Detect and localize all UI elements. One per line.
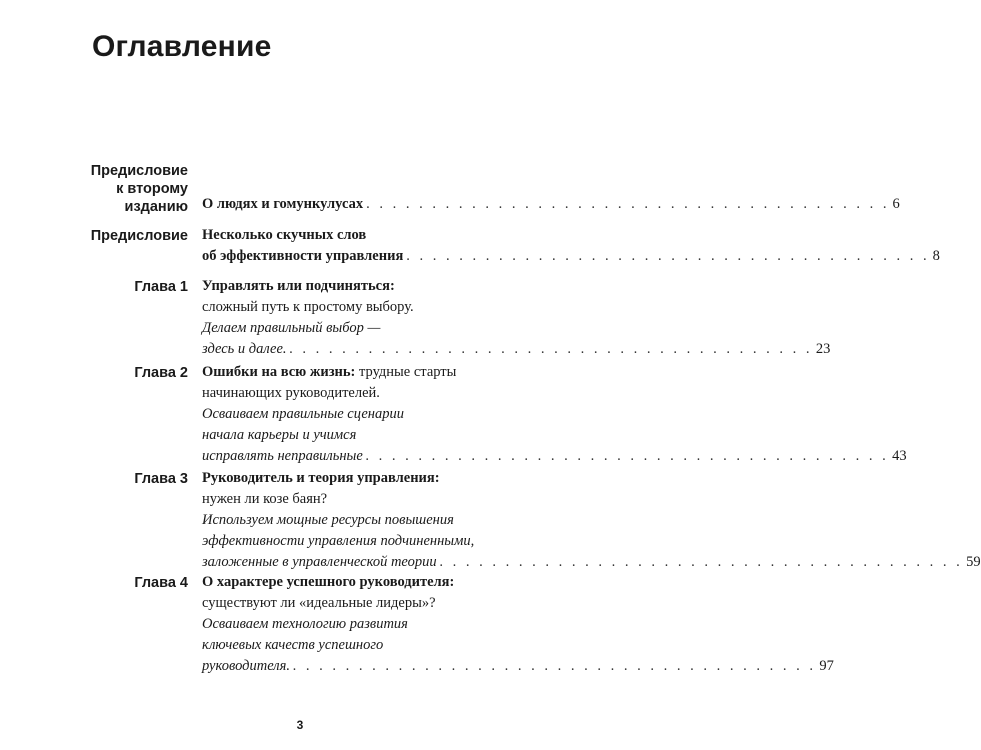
- entry-description: начала карьеры и учимся: [202, 427, 357, 443]
- label-line: Глава 2: [134, 365, 188, 381]
- entry-description-last: здесь и далее.: [202, 341, 287, 357]
- entry-heading: О характере успешного руководителя:: [202, 574, 455, 590]
- toc-entry-content: [202, 276, 831, 360]
- dot-leader: . . . . . . . . . . . . . . . . . . . . . . . . . . . . . . . . . . . . . . . .: [292, 658, 817, 674]
- dot-leader: . . . . . . . . . . . . . . . . . . . . . . . . . . . . . . . . . . . . . . . .: [406, 248, 930, 264]
- toc-entry-label: [58, 162, 188, 216]
- page-ref: 43: [892, 448, 907, 464]
- toc-entry-label: [58, 278, 188, 296]
- label-line: Глава 4: [134, 575, 188, 591]
- entry-description: Осваиваем правильные сценарии: [202, 406, 404, 422]
- entry-subtitle: нужен ли козе баян?: [202, 491, 328, 507]
- label-line: Глава 3: [134, 471, 188, 487]
- toc-leader-line: [202, 194, 900, 215]
- entry-description: Используем мощные ресурсы повышения: [202, 512, 454, 528]
- page-title: Оглавление: [92, 30, 272, 63]
- page-number: 3: [296, 718, 304, 732]
- entry-heading-continued: об эффективности управления: [202, 248, 404, 264]
- toc-entry-content: [202, 194, 900, 215]
- page-ref: 59: [966, 554, 981, 570]
- toc-entry-label: [58, 574, 188, 592]
- toc-entry-content: [202, 468, 981, 573]
- entry-subtitle: начинающих руководителей.: [202, 385, 380, 401]
- entry-heading: О людях и гомункулусах: [202, 196, 364, 212]
- entry-heading: Руководитель и теория управления:: [202, 470, 440, 486]
- toc-entry-label: [58, 470, 188, 488]
- entry-heading: Ошибки на всю жизнь:: [202, 364, 356, 380]
- page-ref: 8: [932, 248, 940, 264]
- entry-heading-rest: трудные старты: [355, 364, 457, 380]
- toc-leader-line: [202, 339, 831, 360]
- dot-leader: . . . . . . . . . . . . . . . . . . . . . . . . . . . . . . . . . . . . . . . .: [439, 554, 964, 570]
- label-line: Предисловие: [90, 228, 188, 244]
- dot-leader: . . . . . . . . . . . . . . . . . . . . . . . . . . . . . . . . . . . . . . . .: [365, 448, 890, 464]
- toc-leader-line: [202, 446, 907, 467]
- page-ref: 6: [892, 196, 900, 212]
- entry-description: ключевых качеств успешного: [202, 637, 384, 653]
- label-line: изданию: [124, 199, 188, 215]
- entry-description-last: заложенные в управленческой теории: [202, 554, 437, 570]
- entry-heading: Несколько скучных слов: [202, 227, 367, 243]
- toc-entry-content: [202, 362, 907, 467]
- entry-heading: Управлять или подчиняться:: [202, 278, 395, 294]
- toc-entry-content: [202, 225, 940, 267]
- toc-entry-content: [202, 572, 834, 677]
- dot-leader: . . . . . . . . . . . . . . . . . . . . . . . . . . . . . . . . . . . . . . . .: [289, 341, 813, 357]
- entry-subtitle: сложный путь к простому выбору.: [202, 299, 414, 315]
- entry-description: эффективности управления подчиненными,: [202, 533, 475, 549]
- entry-description-last: исправлять неправильные: [202, 448, 363, 464]
- dot-leader: . . . . . . . . . . . . . . . . . . . . . . . . . . . . . . . . . . . . . . . .: [366, 196, 890, 212]
- toc-entry-label: [58, 227, 188, 245]
- toc-entry-label: [58, 364, 188, 382]
- toc-leader-line: [202, 552, 981, 573]
- label-line: Предисловие: [90, 163, 188, 179]
- toc-leader-line: [202, 656, 834, 677]
- entry-heading-line: [202, 362, 498, 383]
- entry-description: Осваиваем технологию развития: [202, 616, 408, 632]
- entry-description: Делаем правильный выбор —: [202, 320, 381, 336]
- page-ref: 97: [819, 658, 834, 674]
- page-ref: 23: [815, 341, 831, 357]
- toc-leader-line: [202, 246, 940, 267]
- label-line: к второму: [116, 181, 188, 197]
- entry-description-last: руководителя.: [202, 658, 290, 674]
- label-line: Глава 1: [134, 279, 188, 295]
- entry-subtitle: существуют ли «идеальные лидеры»?: [202, 595, 436, 611]
